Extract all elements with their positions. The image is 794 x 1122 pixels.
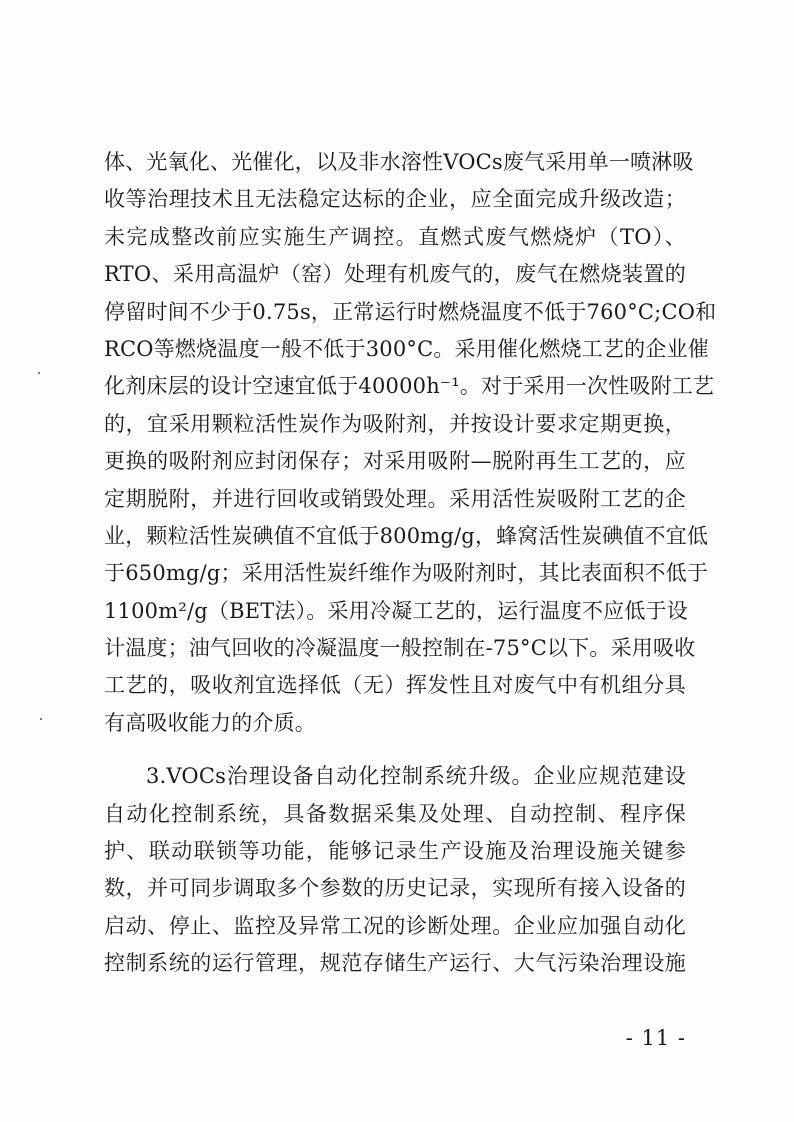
text-line: 有高吸收能力的介质。 [104,710,316,735]
scan-speck [38,372,40,374]
section-3-paragraph [104,758,686,982]
text-line: RCO等燃烧温度一般不低于300°C。采用催化燃烧工艺的企业催 [104,336,709,361]
text-line: 的，宜采用颗粒活性炭作为吸附剂，并按设计要求定期更换， [104,411,686,436]
text-line: 体、光氧化、光催化，以及非水溶性VOCs废气采用单一喷淋吸 [104,150,694,174]
text-line: RTO、采用高温炉（窑）处理有机废气的，废气在燃烧装置的 [104,262,686,287]
text-line: 启动、停止、监控及异常工况的诊断处理。企业应加强自动化 [104,913,686,938]
text-line: 计温度；油气回收的冷凝温度一般控制在-75°C以下。采用吸收 [104,636,696,661]
text-line: 控制系统的运行管理，规范存储生产运行、大气污染治理设施 [104,951,686,976]
text-line: 停留时间不少于0.75s，正常运行时燃烧温度不低于760°C;CO和 [104,299,717,324]
text-line: 未完成整改前应实施生产调控。直燃式废气燃烧炉（TO）、 [104,224,686,249]
text-line: 工艺的，吸收剂宜选择低（无）挥发性且对废气中有机组分具 [104,673,686,698]
text-line: 数，并可同步调取多个参数的历史记录，实现所有接入设备的 [104,876,686,901]
text-line: 1100m²/g（BET法）。采用冷凝工艺的，运行温度不应低于设 [104,598,688,623]
paragraph-continued [104,144,717,742]
paragraph-spacer [104,742,686,758]
text-line: 定期脱附，并进行回收或销毁处理。采用活性炭吸附工艺的企 [104,486,686,511]
section-3-heading-line: 3.VOCs治理设备自动化控制系统升级。企业应规范建设 [146,764,686,789]
body-text [104,144,717,983]
text-line: 业，颗粒活性炭碘值不宜低于800mg/g，蜂窝活性炭碘值不宜低 [104,523,709,548]
text-line: 收等治理技术且无法稳定达标的企业，应全面完成升级改造； [104,187,686,212]
scan-speck [40,718,42,720]
text-line: 自动化控制系统，具备数据采集及处理、自动控制、程序保 [104,801,686,826]
text-line: 化剂床层的设计空速宜低于40000h⁻¹。对于采用一次性吸附工艺 [104,374,715,399]
text-line: 于650mg/g；采用活性炭纤维作为吸附剂时，其比表面积不低于 [104,561,709,586]
text-line: 护、联动联锁等功能，能够记录生产设施及治理设施关键参 [104,839,686,864]
text-line: 更换的吸附剂应封闭保存；对采用吸附—脱附再生工艺的，应 [104,449,686,474]
page-number: - 11 - [625,1026,686,1050]
